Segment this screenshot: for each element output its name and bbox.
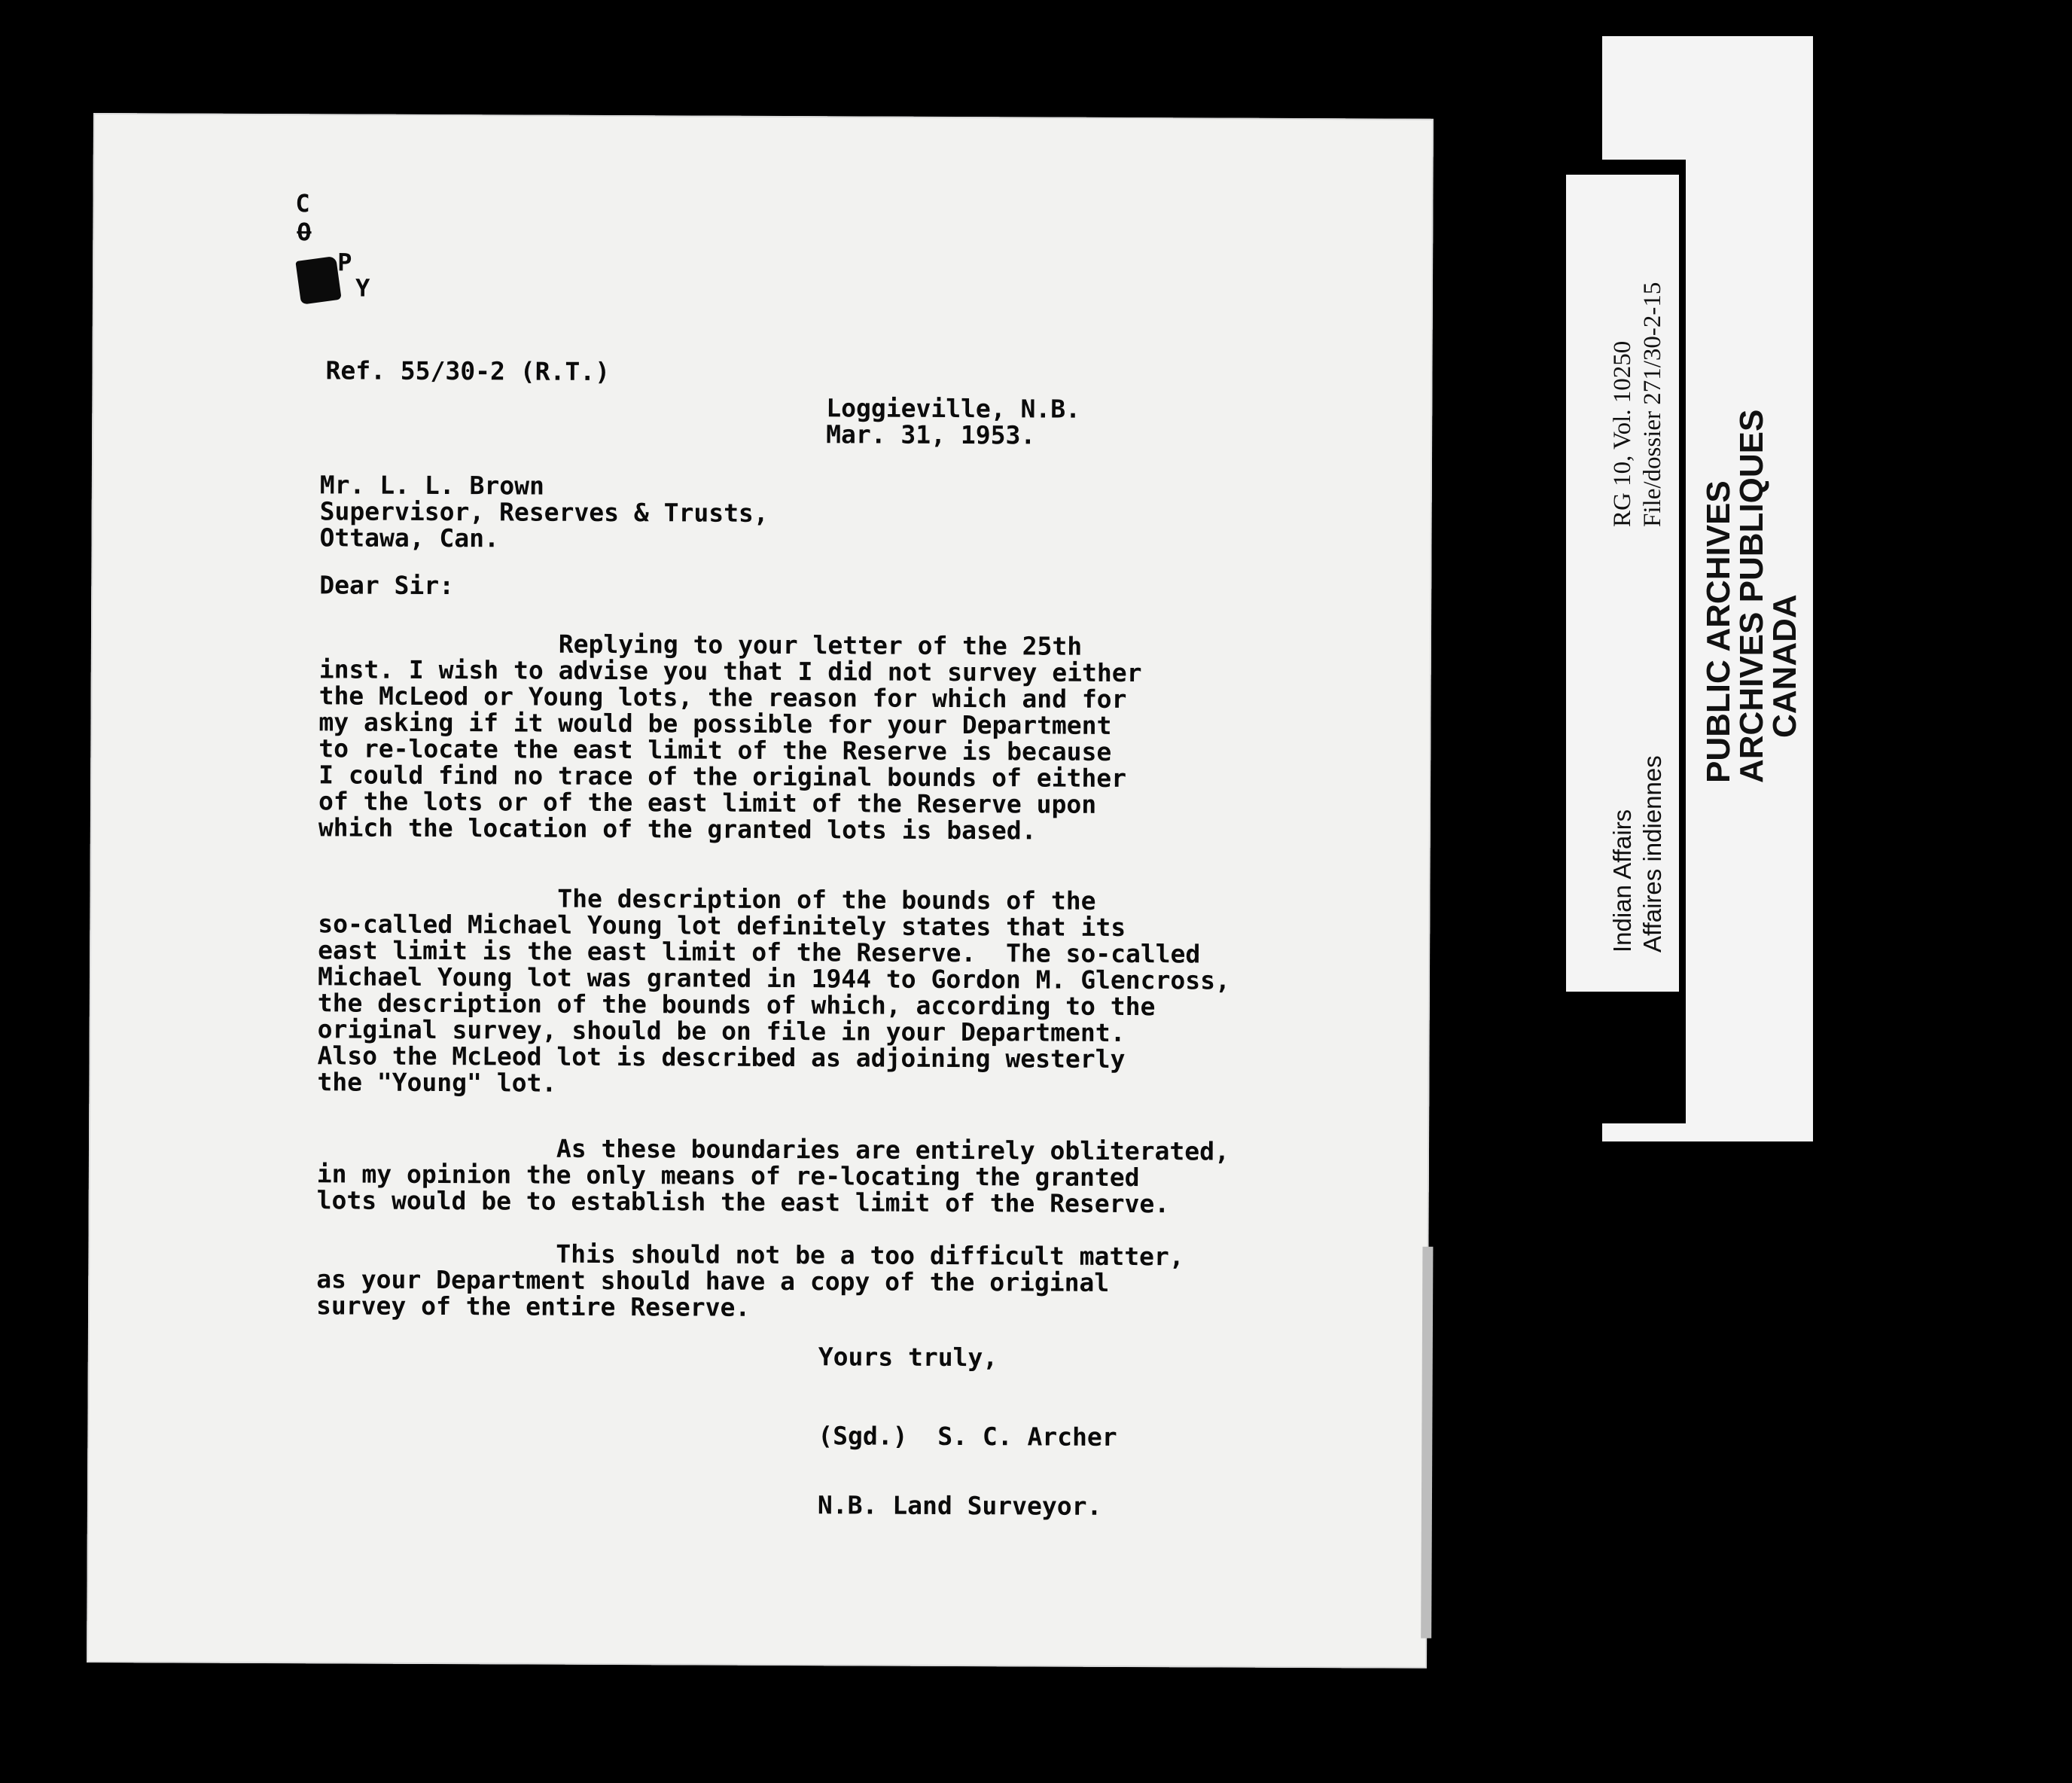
label-archives-publiques: ARCHIVES PUBLIQUES [1733, 409, 1770, 783]
recipient-position: Supervisor, Reserves & Trusts, [319, 496, 769, 528]
page-edge-shadow [1421, 1247, 1433, 1638]
stamp-letter-p: P [337, 248, 352, 277]
stamp-letter-o: O [297, 218, 312, 247]
label-rg-volume: RG 10, Vol. 10250 [1609, 340, 1636, 527]
place-date-block [826, 395, 1080, 448]
label-public-archives: PUBLIC ARCHIVES [1700, 480, 1737, 783]
paragraph-4: This should not be a too difficult matter, as your Department should have a copy of the original survey of the entire Reserve. [316, 1238, 1184, 1322]
signer-title: N.B. Land Surveyor. [817, 1490, 1102, 1521]
salutation: Dear Sir: [319, 570, 455, 601]
label-agency-fr: Affaires indiennes [1638, 755, 1666, 952]
paragraph-3: As these boundaries are entirely obliterated, in my opinion the only means of re-locating the granted lots would be to establish the east limit of the Reserve. [316, 1132, 1230, 1219]
stamp-letter-y: Y [355, 273, 370, 303]
label-agency-en: Indian Affairs [1608, 809, 1636, 952]
stamp-letter-c: C [295, 189, 310, 218]
recipient-address [319, 471, 768, 553]
letter-date: Mar. 31, 1953. [826, 419, 1036, 450]
ink-blot [295, 256, 341, 305]
letter-place: Loggieville, N.B. [826, 393, 1081, 424]
paragraph-1: Replying to your letter of the 25th inst. I wish to advise you that I did not survey either the McLeod or Young lots, the reason for which and for my asking if it would be possible for your Department to re-locate the east limit of the Reserve is because I could find no trace of the original bounds of either of the lots or of the east limit of the Reserve upon which the location of the granted lots is based. [318, 628, 1142, 846]
paragraph-2: The description of the bounds of the so-called Michael Young lot definitely states that its east limit is the east limit of the Reserve. The so-called Michael Young lot was granted in 1944 to Gordon M. Glencross, the description of the bounds of which, according to the original survey, should be on file in your Department. Also the McLeod lot is described as adjoining westerly the "Young" lot. [317, 882, 1231, 1098]
reference-number: Ref. 55/30-2 (R.T.) [325, 355, 611, 386]
letter-page [87, 113, 1434, 1669]
recipient-city: Ottawa, Can. [319, 523, 500, 553]
signature-line: (Sgd.) S. C. Archer [818, 1421, 1117, 1452]
copy-stamp [292, 189, 413, 310]
label-file-dossier: File/dossier 271/30-2-15 [1639, 282, 1666, 527]
closing: Yours truly, [818, 1342, 998, 1373]
label-canada: CANADA [1766, 594, 1803, 738]
recipient-name: Mr. L. L. Brown [319, 470, 544, 501]
